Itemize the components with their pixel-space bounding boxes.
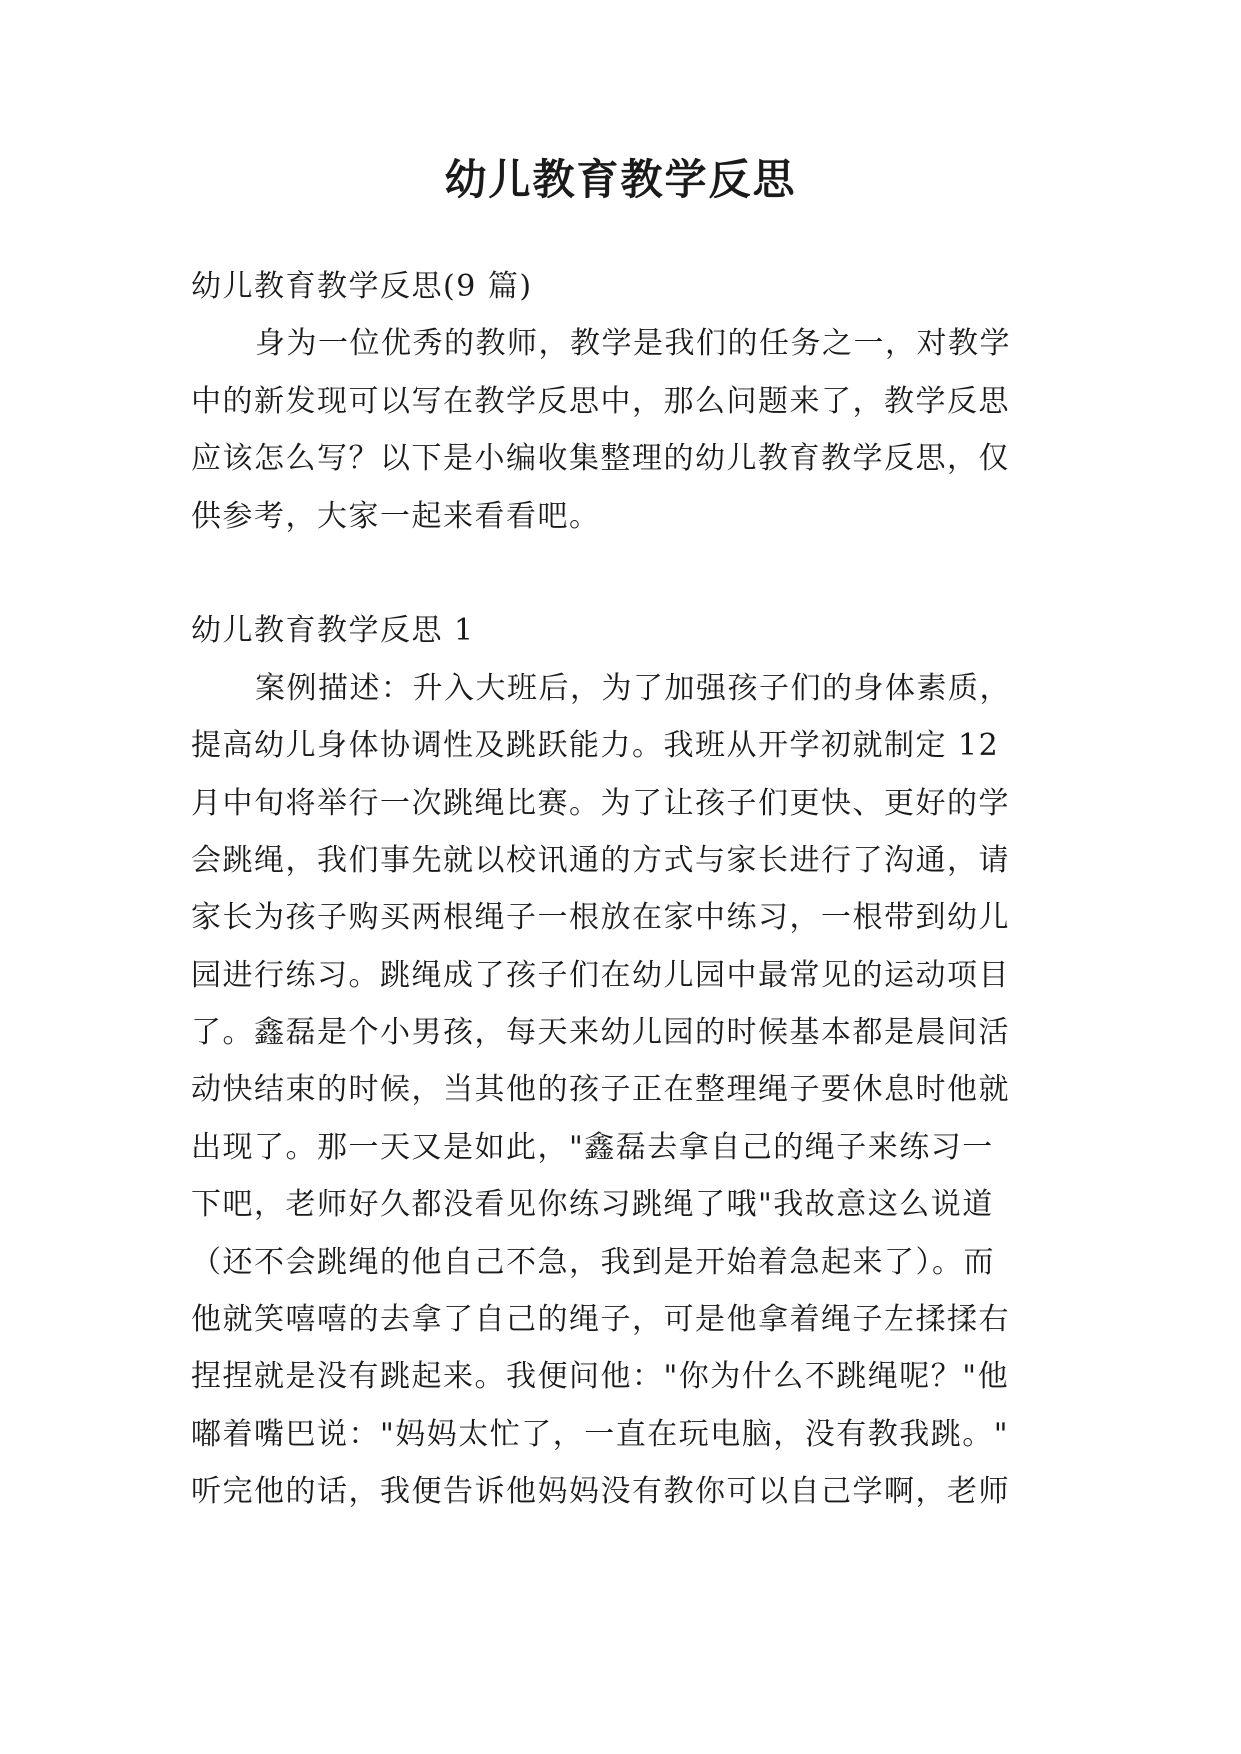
document-title: 幼儿教育教学反思 (444, 155, 797, 204)
body-line: 他就笑嘻嘻的去拿了自己的绳子，可是他拿着绳子左揉揉右 (191, 1302, 1010, 1338)
document-subtitle: 幼儿教育教学反思(9 篇) (191, 269, 533, 304)
intro-line: 身为一位优秀的教师，教学是我们的任务之一，对教学 (255, 326, 1011, 362)
body-line: 提高幼儿身体协调性及跳跃能力。我班从开学初就制定 12 (191, 728, 1000, 764)
body-line: （还不会跳绳的他自己不急，我到是开始着急起来了）。而 (191, 1244, 995, 1280)
body-line: 下吧，老师好久都没看见你练习跳绳了哦"我故意这么说道 (191, 1187, 994, 1223)
body-line: 了。鑫磊是个小男孩，每天来幼儿园的时候基本都是晨间活 (191, 1015, 1010, 1051)
body-line: 出现了。那一天又是如此，"鑫磊去拿自己的绳子来练习一 (191, 1129, 994, 1165)
body-line: 嘟着嘴巴说："妈妈太忙了，一直在玩电脑，没有教我跳。" (191, 1416, 1010, 1452)
body-line: 听完他的话，我便告诉他妈妈没有教你可以自己学啊，老师 (191, 1474, 1010, 1510)
body-line: 会跳绳，我们事先就以校讯通的方式与家长进行了沟通，请 (191, 842, 1010, 878)
body-line: 园进行练习。跳绳成了孩子们在幼儿园中最常见的运动项目 (191, 957, 1010, 993)
body-line: 捏捏就是没有跳起来。我便问他："你为什么不跳绳呢？"他 (191, 1359, 1010, 1395)
body-line: 月中旬将举行一次跳绳比赛。为了让孩子们更快、更好的学 (191, 785, 1010, 821)
intro-line: 供参考，大家一起来看看吧。 (191, 498, 601, 534)
body-line: 家长为孩子购买两根绳子一根放在家中练习，一根带到幼儿 (191, 900, 1010, 936)
intro-line: 应该怎么写？以下是小编收集整理的幼儿教育教学反思，仅 (191, 441, 1010, 477)
intro-line: 中的新发现可以写在教学反思中，那么问题来了，教学反思 (191, 383, 1010, 419)
body-line: 动快结束的时候，当其他的孩子正在整理绳子要休息时他就 (191, 1072, 1010, 1108)
paragraph-gap (191, 545, 1051, 602)
document-body (191, 258, 1051, 1521)
body-line: 案例描述：升入大班后，为了加强孩子们的身体素质， (255, 670, 1011, 706)
section-heading: 幼儿教育教学反思 1 (191, 613, 475, 649)
